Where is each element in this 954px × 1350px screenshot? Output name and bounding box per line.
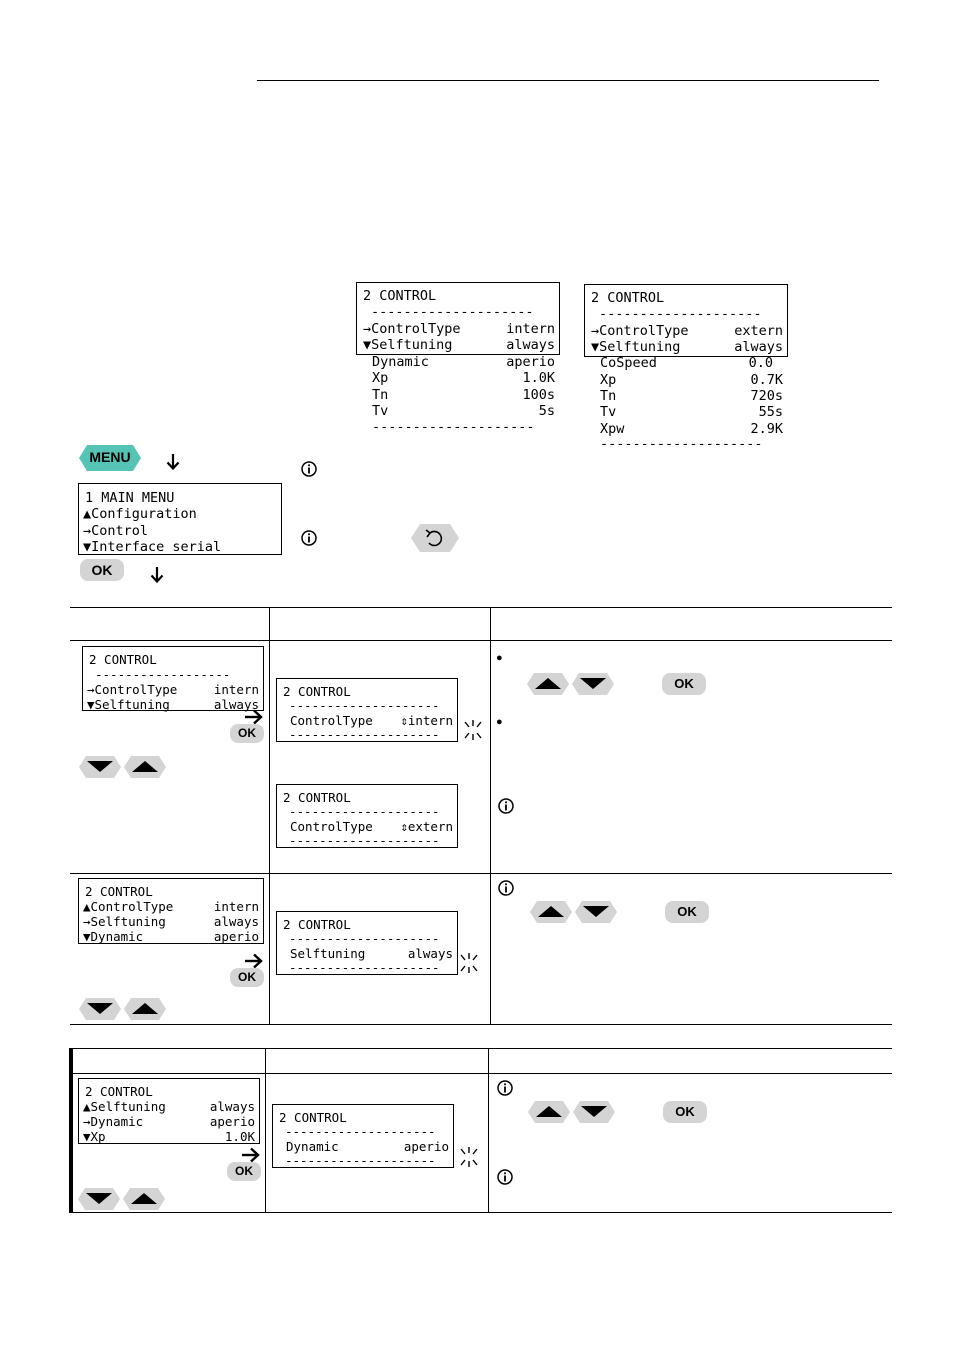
- arrow-down-button[interactable]: [78, 1188, 120, 1210]
- lcd-row-label: ControlType: [290, 713, 373, 728]
- blink-icon: [458, 1146, 480, 1168]
- lcd-row-label: Xp: [372, 370, 389, 386]
- lcd-row-value: 1.0K: [522, 370, 555, 386]
- arrow-down-button[interactable]: [79, 998, 121, 1020]
- info-icon: [301, 461, 317, 477]
- lcd-dashes: --------------------: [372, 419, 535, 435]
- arrow-up-button[interactable]: [530, 901, 572, 923]
- lcd-row-label: Xpw: [600, 421, 625, 437]
- lcd-title: 2 CONTROL: [85, 1084, 153, 1099]
- ok-button[interactable]: OK: [663, 1101, 707, 1123]
- lcd-row-label: ▼Dynamic: [83, 929, 144, 944]
- arrow-up-button[interactable]: [527, 673, 569, 695]
- lcd-row2-menu: [78, 878, 264, 944]
- lcd-dashes: ------------------: [95, 667, 231, 682]
- lcd-row-value: always: [506, 337, 555, 353]
- main-menu-item-interface: ▼Interface serial: [83, 539, 222, 555]
- lcd-dynamic: [272, 1104, 454, 1168]
- info-icon: [498, 880, 514, 896]
- lcd-row-label: CoSpeed: [600, 355, 657, 371]
- lcd-row-label: →ControlType: [591, 323, 689, 339]
- lcd-dashes: --------------------: [289, 698, 440, 713]
- lcd-title: 2 CONTROL: [89, 652, 157, 667]
- bullet: ●: [496, 652, 503, 664]
- table-rule: [70, 607, 892, 608]
- lcd-dashes: --------------------: [289, 727, 440, 742]
- lcd-row-value: ⇕intern: [400, 713, 453, 728]
- lcd-row-value: 0.7K: [750, 372, 783, 388]
- lcd-dashes: --------------------: [285, 1124, 436, 1139]
- lcd-row-label: →ControlType: [363, 321, 461, 337]
- table-rule: [70, 1048, 892, 1049]
- lcd-row-label: Tv: [600, 404, 617, 420]
- arrow-down-button[interactable]: [79, 756, 121, 778]
- lcd-row-value: 100s: [522, 387, 555, 403]
- main-menu-title: 1 MAIN MENU: [85, 490, 175, 506]
- lcd-row-label: Dynamic: [286, 1139, 339, 1154]
- ok-button[interactable]: OK: [230, 968, 264, 987]
- blink-icon: [462, 719, 484, 741]
- lcd-title: 2 CONTROL: [283, 917, 351, 932]
- lcd-row-label: ▼Xp: [83, 1129, 106, 1144]
- info-icon: [497, 1080, 513, 1096]
- table-rule: [70, 1024, 892, 1025]
- lcd-row-value: always: [213, 914, 259, 929]
- lcd-row-label: →Selftuning: [83, 914, 166, 929]
- lcd-row-value: intern: [213, 899, 259, 914]
- lcd-row-label: ▲Selftuning: [83, 1099, 166, 1114]
- lcd-row-value: ⇕extern: [400, 819, 453, 834]
- lcd-main-menu: [78, 483, 282, 555]
- header-rule: [257, 80, 879, 81]
- lcd-row-value: 55s: [758, 404, 783, 420]
- lcd-row-value: always: [213, 697, 259, 712]
- lcd-row1-menu: [82, 646, 264, 711]
- arrow-up-button[interactable]: [124, 756, 166, 778]
- info-icon: [498, 798, 514, 814]
- table-col-divider: [490, 607, 491, 1025]
- lcd-dashes: --------------------: [371, 304, 534, 320]
- lcd-controltype-extern: [276, 784, 458, 848]
- lcd-row-label: ▼Selftuning: [363, 337, 453, 353]
- arrow-up-button[interactable]: [124, 998, 166, 1020]
- arrow-up-button[interactable]: [123, 1188, 165, 1210]
- lcd-row-label: Selftuning: [290, 946, 366, 961]
- lcd-title: 2 CONTROL: [283, 790, 351, 805]
- arrow-down-icon: [166, 453, 180, 471]
- arrow-down-button[interactable]: [575, 901, 617, 923]
- lcd-row-value: always: [209, 1099, 255, 1114]
- lcd-row-label: →Dynamic: [83, 1114, 144, 1129]
- ok-button[interactable]: OK: [662, 673, 706, 695]
- info-icon: [301, 530, 317, 546]
- arrow-right-icon: [244, 709, 264, 725]
- lcd-row-value: 1.0K: [224, 1129, 255, 1144]
- arrow-down-button[interactable]: [573, 1101, 615, 1123]
- arrow-right-icon: [244, 953, 264, 969]
- lcd-control-intern: [363, 288, 555, 438]
- lcd-row-value: intern: [213, 682, 259, 697]
- lcd-dashes: --------------------: [289, 804, 440, 819]
- lcd-row-value: aperio: [209, 1114, 255, 1129]
- bullet: ●: [496, 716, 503, 728]
- lcd-row-label: ▼Selftuning: [591, 339, 681, 355]
- ok-button[interactable]: OK: [227, 1162, 261, 1181]
- arrow-right-icon: [241, 1147, 261, 1163]
- lcd-row-label: Tn: [600, 388, 617, 404]
- lcd-row-value: 2.9K: [750, 421, 783, 437]
- lcd-dashes: --------------------: [289, 833, 440, 848]
- lcd-control-extern: [591, 290, 783, 455]
- table-rule: [70, 873, 892, 874]
- lcd-row-label: ▼Selftuning: [87, 697, 170, 712]
- ok-button[interactable]: OK: [80, 559, 124, 581]
- lcd-row-value: 0.0: [748, 355, 773, 371]
- lcd-dashes: --------------------: [289, 931, 440, 946]
- table-col-divider: [269, 607, 270, 1025]
- lcd-row-value: aperio: [506, 354, 555, 370]
- info-icon: [497, 1169, 513, 1185]
- lcd-row-label: Tn: [372, 387, 389, 403]
- table-rule: [70, 1073, 892, 1074]
- table-col-divider: [488, 1048, 489, 1213]
- lcd-row-value: always: [734, 339, 783, 355]
- lcd-row-label: Dynamic: [372, 354, 429, 370]
- lcd-title: 2 CONTROL: [283, 684, 351, 699]
- ok-button[interactable]: OK: [665, 901, 709, 923]
- menu-button-label: MENU: [89, 449, 131, 465]
- lcd-title: 2 CONTROL: [85, 884, 153, 899]
- table-rule: [70, 640, 892, 641]
- lcd-row-value: always: [407, 946, 453, 961]
- lcd-row-value: aperio: [403, 1139, 449, 1154]
- blink-icon: [458, 952, 480, 974]
- main-menu-item-configuration: ▲Configuration: [83, 506, 197, 522]
- arrow-down-button[interactable]: [572, 673, 614, 695]
- lcd-row-label: ControlType: [290, 819, 373, 834]
- lcd-title: 2 CONTROL: [591, 290, 665, 306]
- lcd-row-label: ▲ControlType: [83, 899, 174, 914]
- lcd-dashes: --------------------: [599, 306, 762, 322]
- lcd-row-label: →ControlType: [87, 682, 178, 697]
- lcd-dashes: --------------------: [289, 960, 440, 975]
- main-menu-item-control: →Control: [83, 523, 149, 539]
- lcd-row-label: Xp: [600, 372, 617, 388]
- lcd-selftuning: [276, 911, 458, 975]
- lcd-row-value: 720s: [750, 388, 783, 404]
- lcd-row-value: aperio: [213, 929, 259, 944]
- lcd-dashes: --------------------: [600, 436, 763, 452]
- lcd-dashes: --------------------: [285, 1153, 436, 1168]
- lcd-controltype-intern: [276, 678, 458, 742]
- lcd-row-value: 5s: [538, 403, 555, 419]
- lcd-row-value: extern: [734, 323, 783, 339]
- ok-button[interactable]: OK: [230, 724, 264, 743]
- lcd-row-label: Tv: [372, 403, 389, 419]
- back-button[interactable]: [411, 524, 459, 552]
- arrow-down-icon: [150, 566, 164, 584]
- lcd-title: 2 CONTROL: [279, 1110, 347, 1125]
- lcd-row-value: intern: [506, 321, 555, 337]
- arrow-up-button[interactable]: [528, 1101, 570, 1123]
- lcd-row3-menu: [78, 1078, 260, 1144]
- table-rule: [70, 1212, 892, 1213]
- lcd-title: 2 CONTROL: [363, 288, 437, 304]
- table-col-divider: [265, 1048, 266, 1213]
